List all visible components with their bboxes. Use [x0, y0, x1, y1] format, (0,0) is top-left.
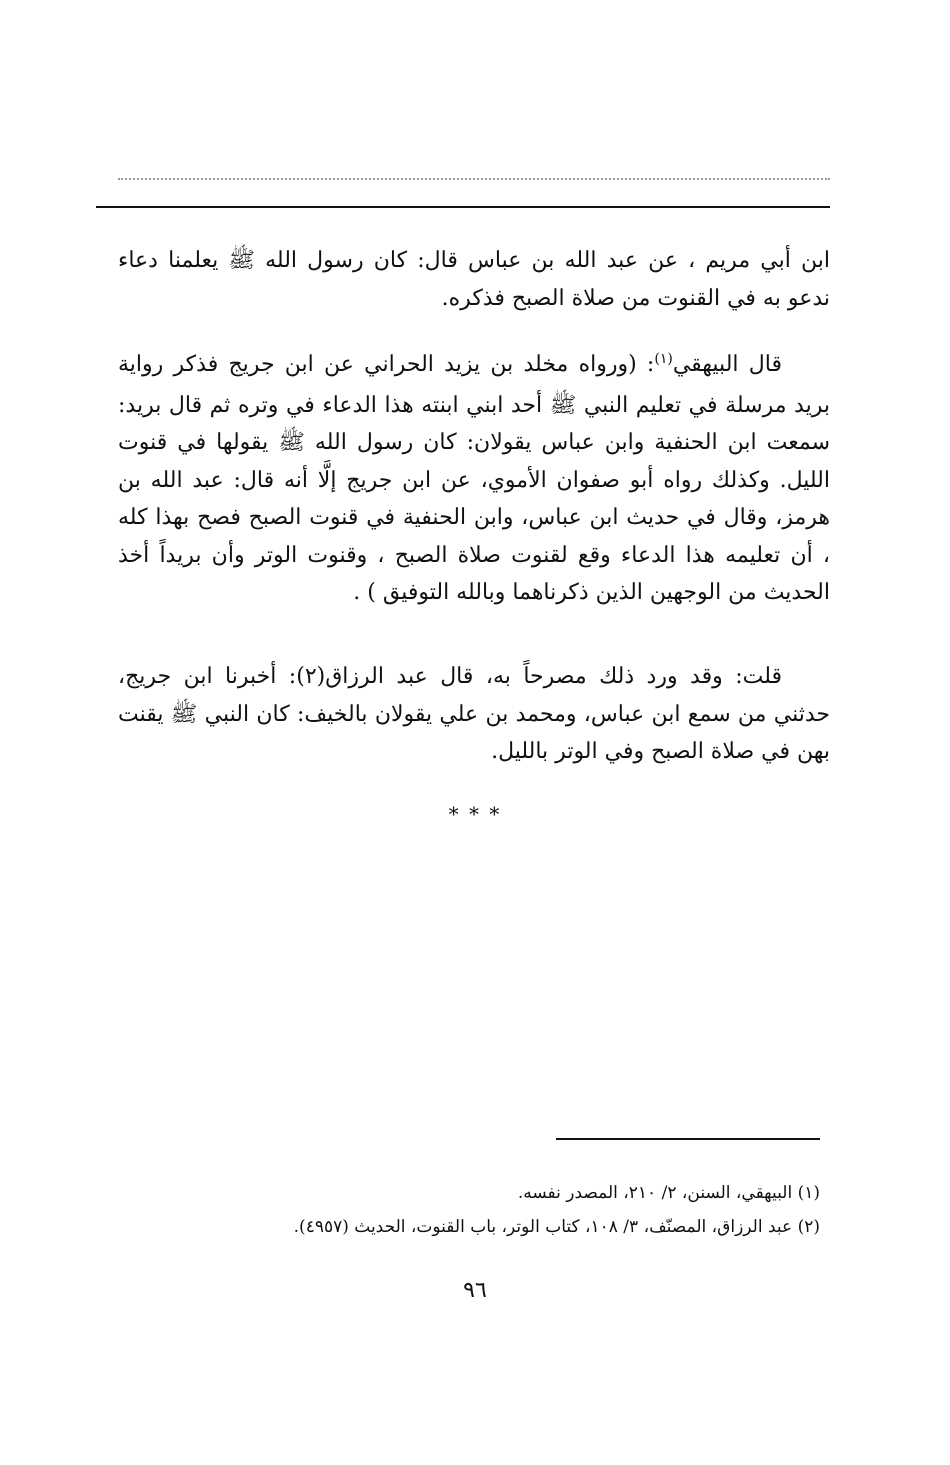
header-dotted-rule — [118, 178, 830, 180]
paragraph-3: قلت: وقد ورد ذلك مصرحاً به، قال عبد الرزاق(٢): أخبرنا ابن جريج، حدثني من سمع ابن عباس، ومحمد بن علي يقولان بالخيف: كان النبي ﷺ يقنت بهن في صلاة الصبح وفي الوتر بالليل. — [118, 664, 830, 764]
footnote-rule — [556, 1138, 820, 1140]
footnote-1: (١) البيهقي، السنن، ٢/ ٢١٠، المصدر نفسه. — [517, 1183, 820, 1203]
paragraph-2-block — [118, 346, 830, 612]
footnote-ref-1: (١) — [654, 351, 673, 367]
paragraph-1: ابن أبي مريم ، عن عبد الله بن عباس قال: كان رسول الله ﷺ يعلمنا دعاء ندعو به في القنوت من صلاة الصبح فذكره. — [118, 248, 830, 311]
footnote-2: (٢) عبد الرزاق، المصنّف، ٣/ ١٠٨، كتاب الوتر، باب القنوت، الحديث (٤٩٥٧). — [293, 1217, 820, 1237]
paragraph-1-block — [118, 242, 830, 317]
section-separator: * * * — [448, 802, 502, 826]
paragraph-2-body: : (ورواه مخلد بن يزيد الحراني عن ابن جريج فذكر رواية بريد مرسلة في تعليم النبي ﷺ أحد ابني ابنته هذا الدعاء في وتره ثم قال بريد: سمعت ابن الحنفية وابن عباس يقولان: كان رسول الله ﷺ يقولها في قنوت الليل. وكذلك رواه أبو صفوان الأموي، عن ابن جريج إلَّا أنه قال: عبد الله بن هرمز، وقال في حديث ابن عباس، وابن الحنفية في قنوت الصبح فصح بهذا كله ، أن تعليمه هذا الدعاء وقع لقنوت صلاة الصبح ، وقنوت الوتر وأن بريداً أخذ الحديث من الوجهين الذين ذكرناهما وبالله التوفيق ) . — [118, 352, 830, 605]
header-solid-rule — [96, 206, 830, 208]
footnotes — [120, 1176, 820, 1244]
paragraph-3-block — [118, 658, 830, 771]
paragraph-2-lead: قال البيهقي — [672, 352, 782, 377]
page-number: ٩٦ — [463, 1278, 487, 1303]
paragraph-2 — [118, 346, 830, 612]
